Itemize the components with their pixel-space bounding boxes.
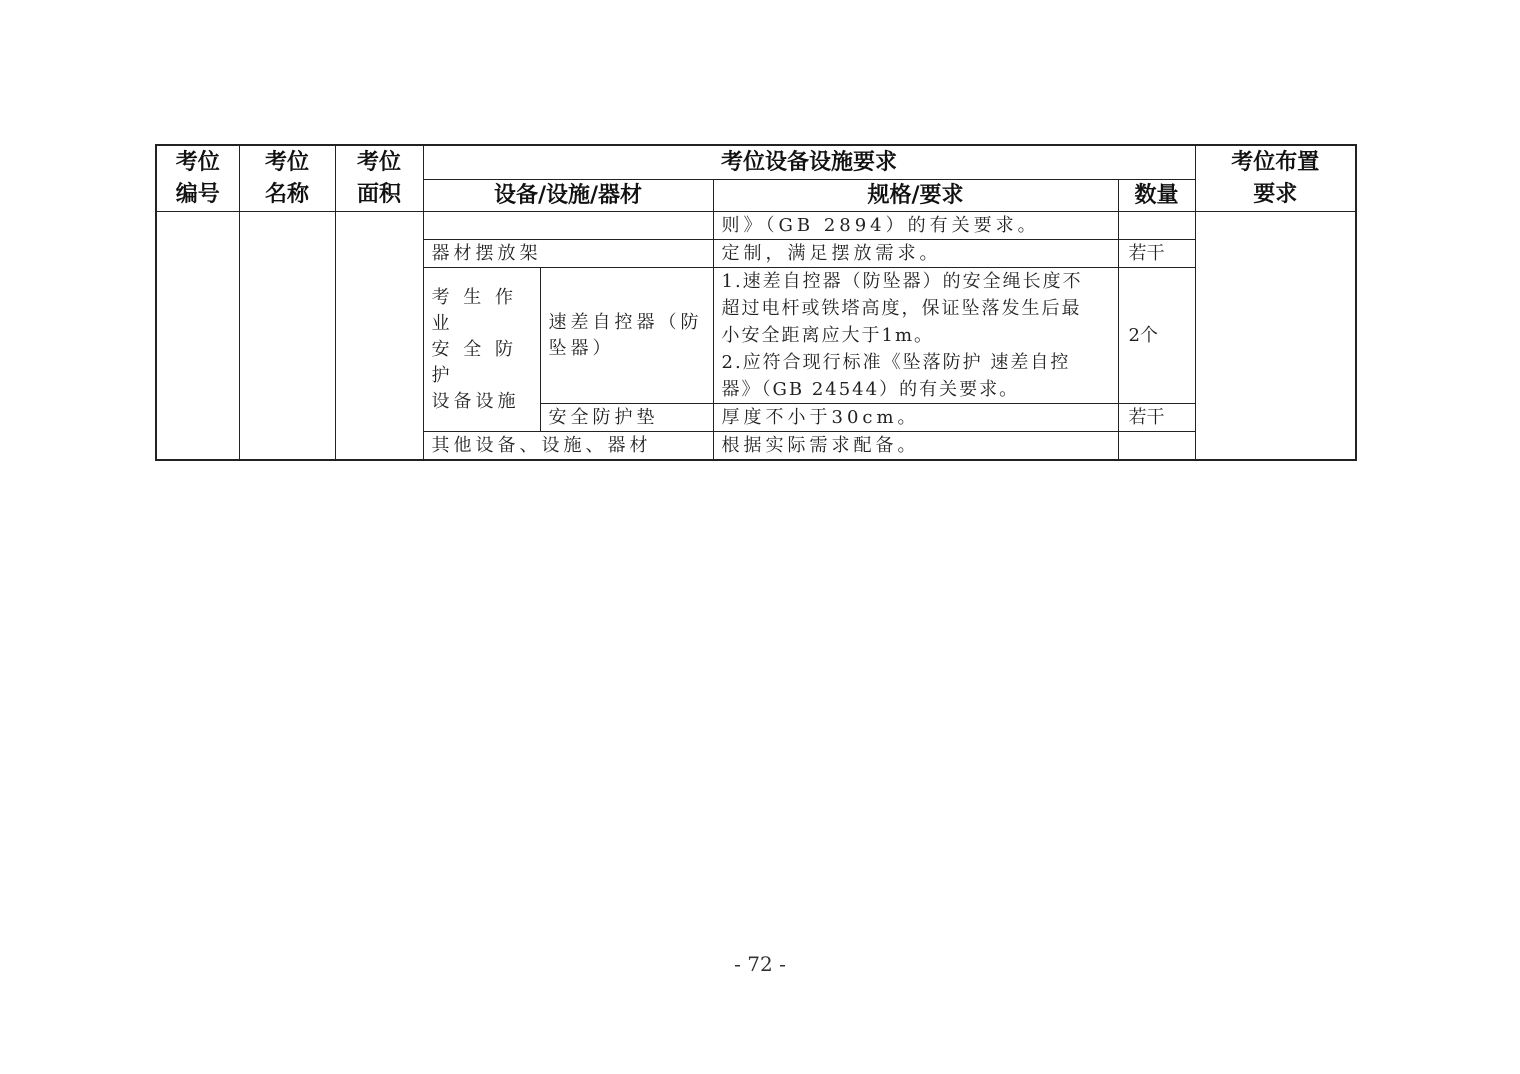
header-spec: 规格/要求 (713, 180, 1118, 212)
header-row-top (156, 145, 1356, 180)
cell-spec: 根据实际需求配备。 (713, 432, 1118, 461)
cell-quantity: 若干 (1118, 404, 1195, 432)
cell-spec: 厚度不小于30cm。 (713, 404, 1118, 432)
header-layout-requirements: 考位布置 要求 (1195, 145, 1356, 212)
cell-layout-requirements (1195, 212, 1356, 461)
table-row (156, 212, 1356, 240)
cell-exam-area (335, 212, 423, 461)
cell-quantity (1118, 212, 1195, 240)
cell-equipment: 安全防护垫 (540, 404, 713, 432)
cell-quantity: 2个 (1118, 268, 1195, 404)
cell-exam-number (156, 212, 239, 461)
cell-quantity (1118, 432, 1195, 461)
header-equipment: 设备/设施/器材 (423, 180, 713, 212)
cell-equipment: 速差自控器（防 坠器） (540, 268, 713, 404)
cell-exam-name (239, 212, 335, 461)
header-exam-number: 考位 编号 (156, 145, 239, 212)
cell-spec: 定制，满足摆放需求。 (713, 240, 1118, 268)
header-exam-name: 考位 名称 (239, 145, 335, 212)
page-number: - 72 - (734, 952, 786, 976)
header-exam-area: 考位 面积 (335, 145, 423, 212)
cell-equipment (423, 212, 713, 240)
cell-category: 考 生 作 业 安 全 防 护 设备设施 (423, 268, 540, 432)
header-equipment-group: 考位设备设施要求 (423, 145, 1195, 180)
cell-spec: 则》（GB 2894）的有关要求。 (713, 212, 1118, 240)
cell-equipment: 其他设备、设施、器材 (423, 432, 713, 461)
cell-quantity: 若干 (1118, 240, 1195, 268)
requirements-table (155, 144, 1357, 461)
cell-equipment: 器材摆放架 (423, 240, 713, 268)
header-quantity: 数量 (1118, 180, 1195, 212)
cell-spec: 1.速差自控器（防坠器）的安全绳长度不 超过电杆或铁塔高度，保证坠落发生后最 小安全距离应大于1m。 2.应符合现行标准《坠落防护 速差自控 器》（GB 24544）的有关要求。 (713, 268, 1118, 404)
